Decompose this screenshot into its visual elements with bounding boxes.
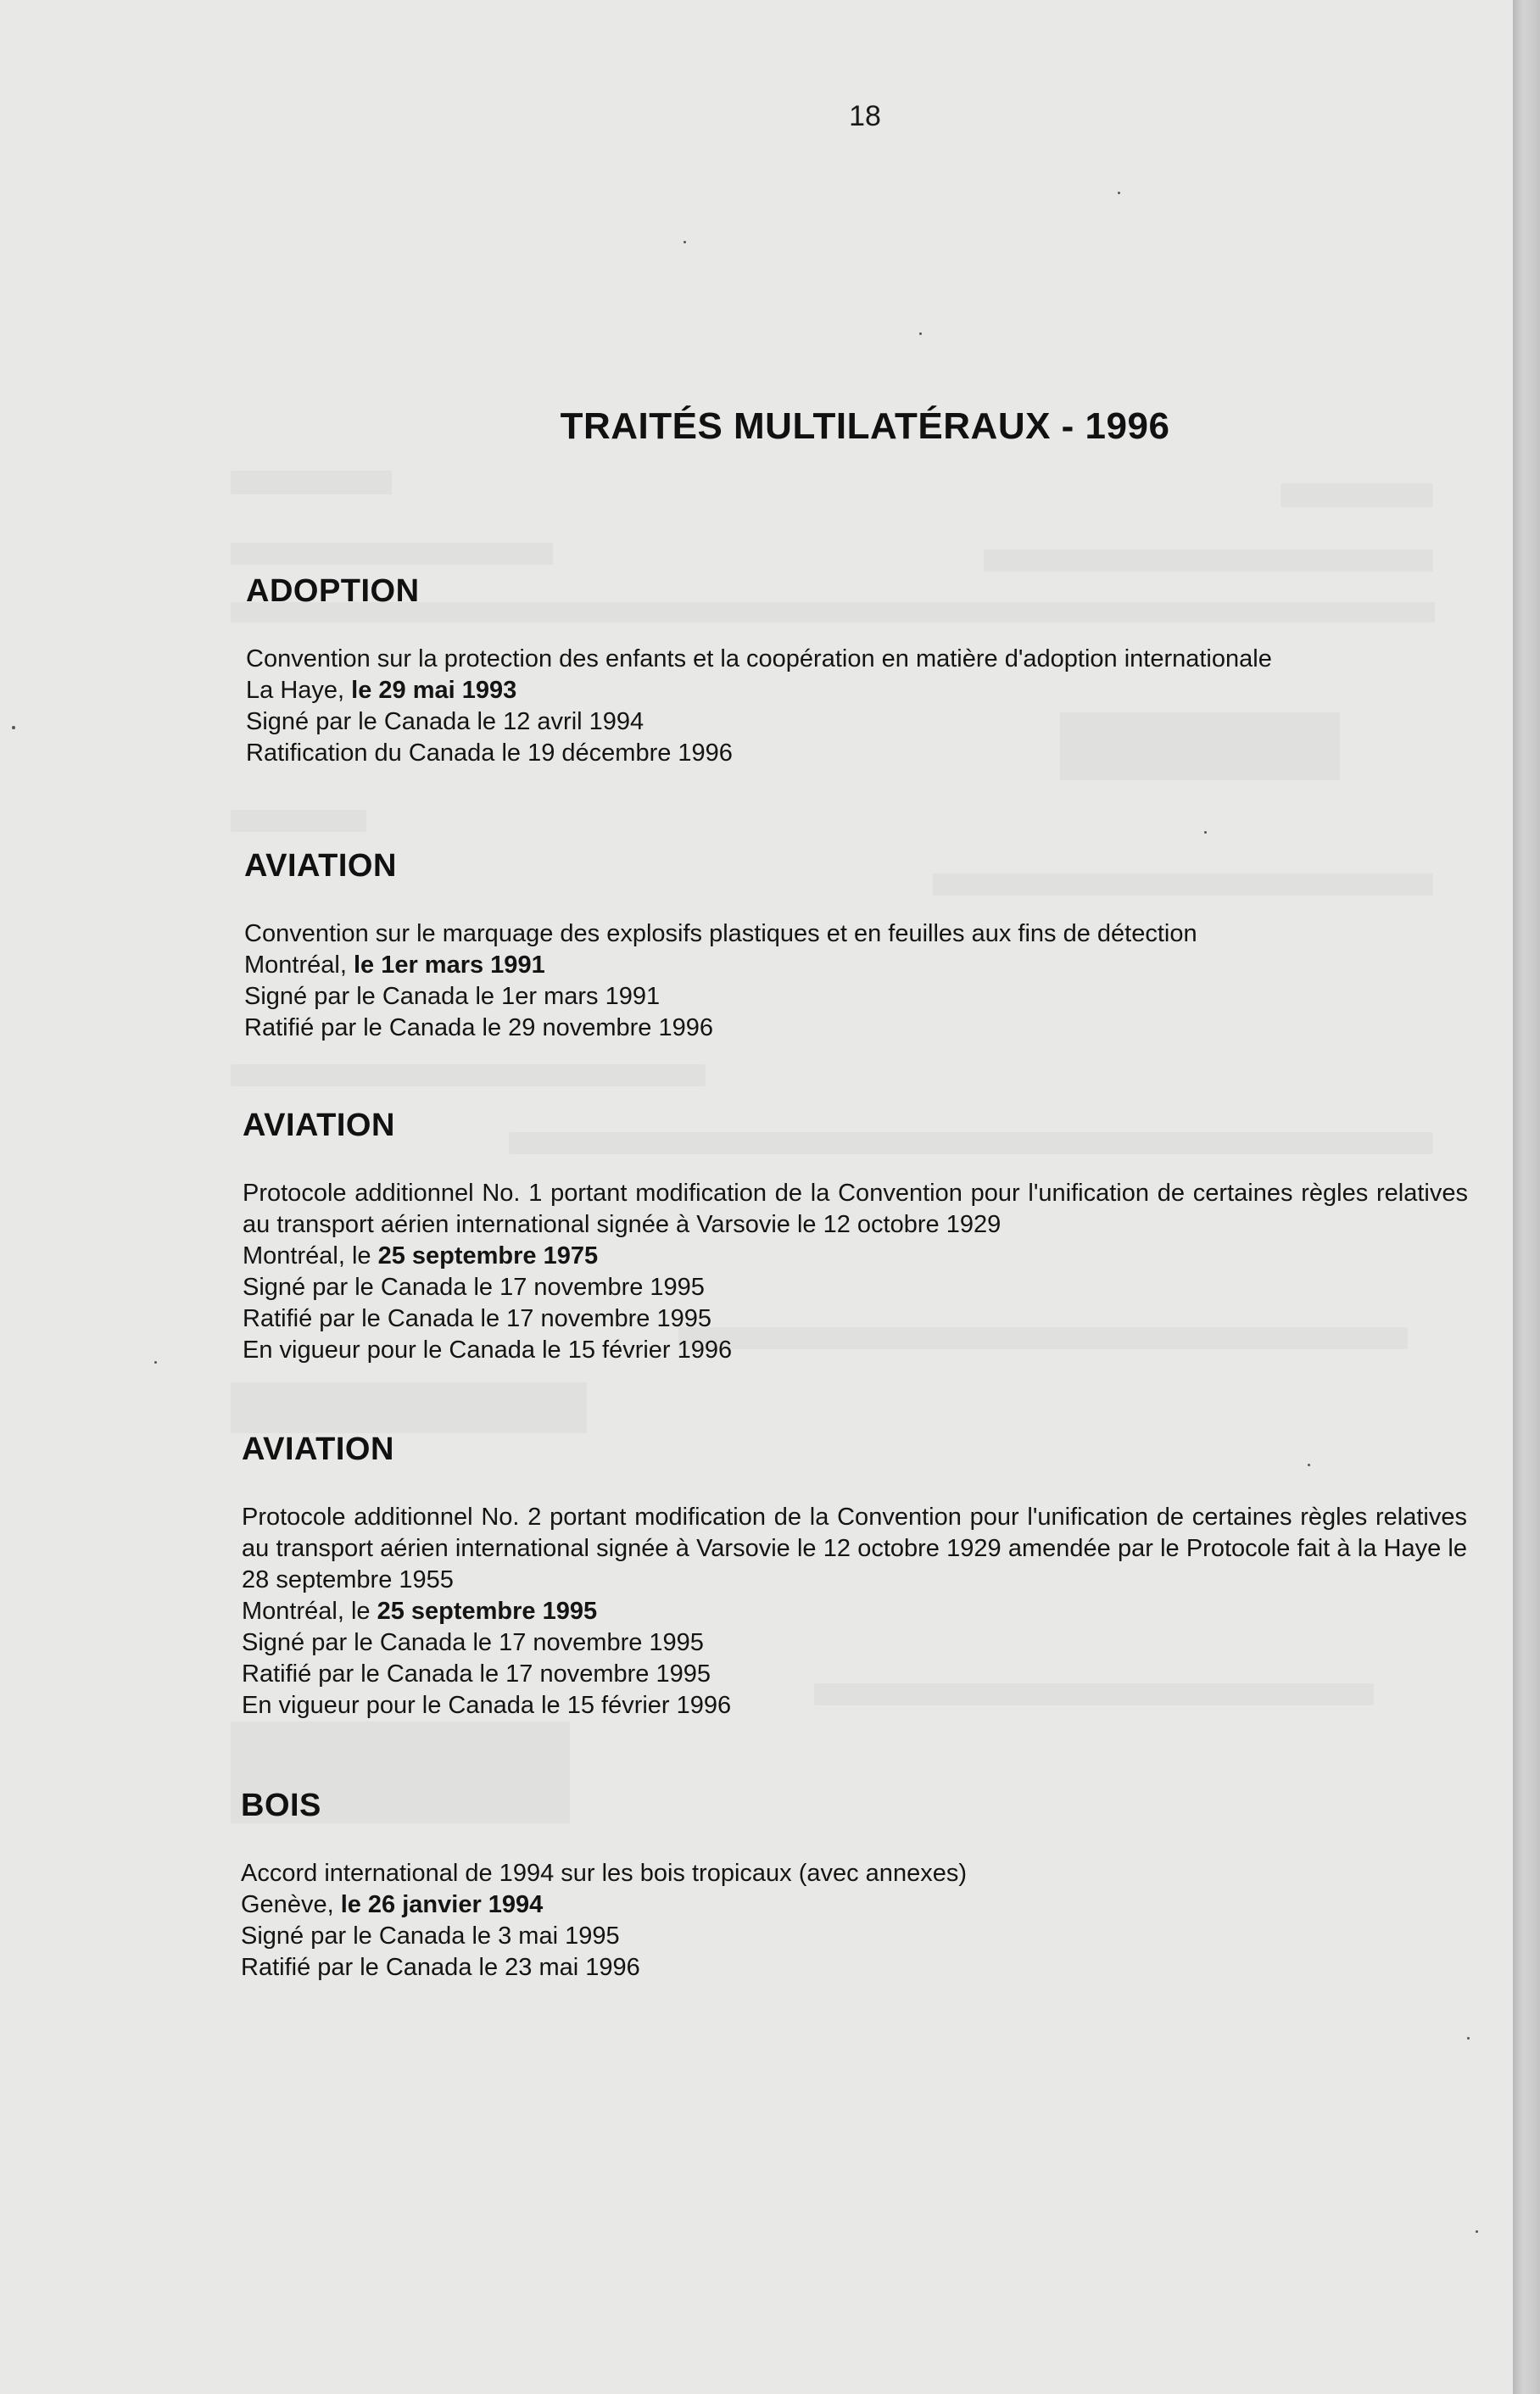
treaty-place-date [244,950,1470,981]
bleed-through-block [984,550,1433,572]
section-heading: AVIATION [244,848,397,884]
treaty-entry [242,1502,1467,1722]
place-prefix: Montréal, le [243,1242,378,1270]
dust-speck [1308,1464,1310,1466]
dust-speck [154,1361,157,1364]
section-bois [241,1789,1466,1984]
treaty-status-line: En vigueur pour le Canada le 15 février 1996 [243,1337,733,1364]
treaty-status-line: Ratifié par le Canada le 17 novembre 1995 [242,1660,711,1688]
adoption-date: le 1er mars 1991 [353,951,545,979]
treaty-place-date [243,1241,1468,1272]
treaty-title: Accord international de 1994 sur les bois tropicaux (avec annexes) [241,1860,967,1887]
page-edge [1513,0,1540,2394]
page-number: 18 [849,100,881,132]
section-heading: ADOPTION [246,573,420,609]
place-prefix: Montréal, [244,951,354,979]
treaty-title: Convention sur la protection des enfants et la coopération en matière d'adoption internationale [246,645,1272,672]
treaty-entry [241,1858,1466,1984]
treaty-status-line: Ratifié par le Canada le 23 mai 1996 [241,1954,640,1981]
treaty-status-line: Signé par le Canada le 17 novembre 1995 [243,1274,705,1301]
dust-speck [1467,2037,1470,2040]
treaty-status-line: Ratifié par le Canada le 17 novembre 1995 [243,1305,711,1332]
place-prefix: Genève, [241,1891,341,1918]
treaty-status-line: En vigueur pour le Canada le 15 février 1996 [242,1692,732,1719]
bleed-through-block [231,543,553,565]
treaty-entry [246,644,1471,769]
treaty-status-line: Ratifié par le Canada le 29 novembre 1996 [244,1014,713,1041]
section-heading: BOIS [241,1788,321,1823]
place-prefix: La Haye, [246,677,352,704]
treaty-status-line: Signé par le Canada le 17 novembre 1995 [242,1629,704,1656]
dust-speck [1204,831,1207,834]
bleed-through-block [1281,483,1433,507]
bleed-through-block [231,471,392,494]
treaty-place-date [241,1889,1466,1921]
treaty-entry [243,1178,1468,1366]
treaty-title: Protocole additionnel No. 2 portant modification de la Convention pour l'unification de certaines règles relatives au transport aérien international signée à Varsovie le 12 octobre 1929 amendée par le Protocole fait à la Haye le 28 septembre 1955 [242,1504,1467,1593]
bleed-through-block [231,1064,706,1086]
bleed-through-block [231,810,366,832]
adoption-date: le 26 janvier 1994 [340,1891,544,1918]
treaty-title: Protocole additionnel No. 1 portant modification de la Convention pour l'unification de certaines règles relatives au transport aérien international signée à Varsovie le 12 octobre 1929 [243,1180,1468,1238]
section-adoption [246,575,1471,769]
dust-speck [1118,192,1120,194]
treaty-title: Convention sur le marquage des explosifs plastiques et en feuilles aux fins de détection [244,920,1197,947]
section-heading: AVIATION [243,1108,395,1143]
adoption-date: le 29 mai 1993 [351,677,517,704]
section-aviation-1 [244,850,1470,1044]
treaty-status-line: Signé par le Canada le 12 avril 1994 [246,708,644,735]
treaty-status-line: Signé par le Canada le 1er mars 1991 [244,983,661,1010]
section-heading: AVIATION [242,1431,394,1467]
bleed-through-block [231,1382,587,1433]
dust-speck [919,332,922,335]
dust-speck [12,726,15,729]
treaty-place-date [246,675,1471,706]
place-prefix: Montréal, le [242,1598,377,1625]
treaty-status-line: Ratification du Canada le 19 décembre 1996 [246,739,733,767]
page-title: TRAITÉS MULTILATÉRAUX - 1996 [560,405,1170,447]
treaty-place-date [242,1596,1467,1627]
section-aviation-2 [243,1109,1468,1366]
dust-speck [684,241,686,243]
treaty-status-line: Signé par le Canada le 3 mai 1995 [241,1922,620,1950]
section-aviation-3 [242,1433,1467,1722]
adoption-date: 25 septembre 1975 [377,1242,599,1270]
dust-speck [1476,2230,1478,2233]
adoption-date: 25 septembre 1995 [377,1598,598,1625]
treaty-entry [244,918,1470,1044]
